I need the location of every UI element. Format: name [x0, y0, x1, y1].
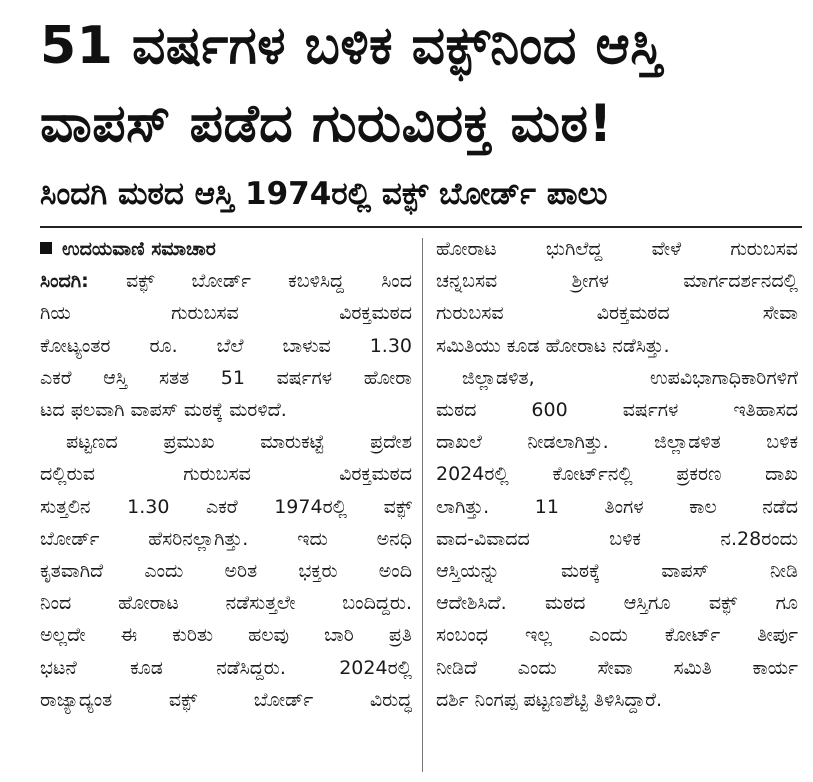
column-line: ಆದೇಶಿಸಿದೆ. ಮಠದ ಆಸ್ತಿಗೂ ವಕ್ಫ್ ಗೂ: [436, 592, 798, 615]
byline-text: ಉದಯವಾಣಿ ಸಮಾಚಾರ: [62, 238, 216, 260]
column-line: ಗುರುಬಸವ ವಿರಕ್ತಮಠದ ಸೇವಾ: [436, 302, 798, 325]
column-line: ಎಕರೆ ಆಸ್ತಿ ಸತತ 51 ವರ್ಷಗಳ ಹೋರಾ: [40, 366, 412, 389]
column-line: ಜಿಲ್ಲಾಡಳಿತ, ಉಪವಿಭಾಗಾಧಿಕಾರಿಗಳಿಗೆ: [462, 366, 798, 389]
column-line: ಮಠದ 600 ವರ್ಷಗಳ ಇತಿಹಾಸದ: [436, 399, 798, 422]
column-line: ಚನ್ನಬಸವ ಶ್ರೀಗಳ ಮಾರ್ಗದರ್ಶನದಲ್ಲಿ: [436, 270, 798, 293]
column-line: ನೀಡಿದೆ ಎಂದು ಸೇವಾ ಸಮಿತಿ ಕಾರ್ಯ: [436, 656, 798, 679]
column-line: ಗಿಯ ಗುರುಬಸವ ವಿರಕ್ತಮಠದ: [40, 302, 412, 325]
byline: [40, 233, 412, 265]
column-line: ಅಲ್ಲದೇ ಈ ಕುರಿತು ಹಲವು ಬಾರಿ ಪ್ರತಿ: [40, 624, 412, 647]
article-column-1: [40, 233, 412, 716]
header-rule: [40, 226, 802, 228]
column-line: ದಾಖಲೆ ನೀಡಲಾಗಿತ್ತು. ಜಿಲ್ಲಾಡಳಿತ ಬಳಿಕ: [436, 431, 798, 454]
column-line: ಕೃತವಾಗಿದೆ ಎಂದು ಅರಿತ ಭಕ್ತರು ಅಂದಿ: [40, 560, 412, 583]
column-line: ಕೋಟ್ಯಂತರ ರೂ. ಬೆಲೆ ಬಾಳುವ 1.30: [40, 334, 412, 357]
column-line: ಸಮಿತಿಯು ಕೂಡ ಹೋರಾಟ ನಡೆಸಿತ್ತು.: [436, 334, 670, 357]
bullet-square-icon: [40, 242, 52, 254]
column-line: ದಲ್ಲಿರುವ ಗುರುಬಸವ ವಿರಕ್ತಮಠದ: [40, 463, 412, 486]
column-line: ಆಸ್ತಿಯನ್ನು ಮಠಕ್ಕೆ ವಾಪಸ್ ನೀಡಿ: [436, 560, 798, 583]
article-column-2: [436, 233, 798, 716]
column-line: ಸುತ್ತಲಿನ 1.30 ಎಕರೆ 1974ರಲ್ಲಿ ವಕ್ಫ್: [40, 495, 412, 518]
column-line: ಸಂಬಂಧ ಇಲ್ಲ ಎಂದು ಕೋರ್ಟ್ ತೀರ್ಪು: [436, 624, 798, 647]
column-line: ದರ್ಶಿ ನಿಂಗಪ್ಪ ಪಟ್ಟಣಶೆಟ್ಟಿ ತಿಳಿಸಿದ್ದಾರೆ.: [436, 688, 662, 711]
column-line-text: ವಕ್ಫ್ ಬೋರ್ಡ್ ಕಬಳಿಸಿದ್ದ ಸಿಂದ: [125, 270, 412, 293]
headline-line-2: ವಾಪಸ್ ಪಡೆದ ಗುರುವಿರಕ್ತ ಮಠ!: [40, 94, 613, 154]
column-line: ಪಟ್ಟಣದ ಪ್ರಮುಖ ಮಾರುಕಟ್ಟೆ ಪ್ರದೇಶ: [66, 431, 412, 454]
column-line: ವಾದ-ವಿವಾದದ ಬಳಿಕ ನ.28ರಂದು: [436, 527, 798, 550]
column-line: ರಾಜ್ಯಾದ್ಯಂತ ವಕ್ಫ್ ಬೋರ್ಡ್ ವಿರುದ್ಧ: [40, 688, 412, 711]
column-line: ಲಾಗಿತ್ತು. 11 ತಿಂಗಳ ಕಾಲ ನಡೆದ: [436, 495, 798, 518]
column-line: ನಿಂದ ಹೋರಾಟ ನಡೆಸುತ್ತಲೇ ಬಂದಿದ್ದರು.: [40, 592, 412, 615]
column-divider: [422, 238, 423, 772]
column-line: [40, 265, 412, 297]
dateline: ಸಿಂದಗಿ:: [40, 270, 89, 293]
subheadline: ಸಿಂದಗಿ ಮಠದ ಆಸ್ತಿ 1974ರಲ್ಲಿ ವಕ್ಫ್ ಬೋರ್ಡ್ ಪಾಲು: [40, 176, 608, 212]
headline-line-1: 51 ವರ್ಷಗಳ ಬಳಿಕ ವಕ್ಫ್‌ನಿಂದ ಆಸ್ತಿ: [40, 16, 663, 76]
column-line: ಭಟನೆ ಕೂಡ ನಡೆಸಿದ್ದರು. 2024ರಲ್ಲಿ: [40, 656, 412, 679]
column-line: ಬೋರ್ಡ್ ಹೆಸರಿನಲ್ಲಾಗಿತ್ತು. ಇದು ಅನಧಿ: [40, 527, 412, 550]
column-line: ಹೋರಾಟ ಭುಗಿಲೆದ್ದ ವೇಳೆ ಗುರುಬಸವ: [436, 238, 798, 260]
column-line: 2024ರಲ್ಲಿ ಕೋರ್ಟ್‌ನಲ್ಲಿ ಪ್ರಕರಣ ದಾಖ: [436, 463, 798, 486]
column-line: ಟದ ಫಲವಾಗಿ ವಾಪಸ್ ಮಠಕ್ಕೆ ಮರಳಿದೆ.: [40, 399, 287, 422]
